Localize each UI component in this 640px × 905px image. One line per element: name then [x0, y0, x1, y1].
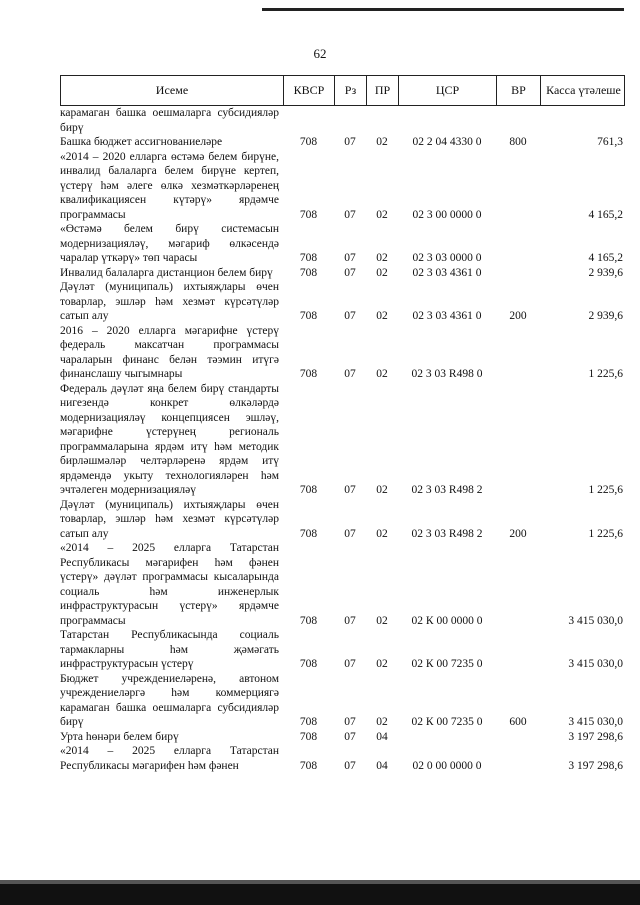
- row-name: «Өстәмә белем бирү системасын модернизацияләү, мәгариф өлкәсендә чаралар үткәрү» төп чарасы: [60, 223, 279, 264]
- row-amount: [540, 106, 625, 135]
- table-body: [60, 106, 625, 773]
- table-row: [60, 222, 625, 266]
- row-amount: 3 415 030,0: [568, 716, 623, 728]
- row-name: Дәүләт (муниципаль) ихтыяҗлары өчен товарлар, эшләр һәм хезмәт күрсәтүләр сатып алу: [60, 498, 279, 540]
- row-pr: [366, 106, 398, 135]
- row-vr: [496, 382, 540, 498]
- row-vr: 200: [509, 527, 527, 540]
- row-kvsr: 708: [299, 658, 318, 670]
- row-vr: [496, 150, 540, 223]
- budget-table: [60, 75, 625, 773]
- row-kvsr: 708: [299, 310, 318, 322]
- row-kvsr: 708: [299, 368, 318, 380]
- row-kvsr: 708: [299, 136, 318, 148]
- table-row: [60, 135, 625, 150]
- table-row: [60, 150, 625, 223]
- row-rz: [334, 106, 366, 135]
- row-csr: 02 2 04 4330 0: [412, 136, 482, 148]
- row-pr: 02: [376, 252, 388, 264]
- row-pr: 02: [376, 310, 388, 322]
- row-pr: 04: [376, 730, 388, 743]
- row-pr: 02: [376, 208, 388, 221]
- scan-bottom-bar: [0, 884, 640, 905]
- row-csr: 02 3 03 R498 2: [411, 484, 483, 496]
- row-vr: [496, 222, 540, 266]
- row-pr: 02: [376, 527, 388, 540]
- row-name: Урта һөнәри белем бирү: [60, 730, 179, 743]
- row-amount: 2 939,6: [588, 310, 623, 322]
- row-pr: 04: [376, 759, 388, 772]
- row-vr: 600: [509, 716, 527, 728]
- row-amount: 3 415 030,0: [568, 658, 623, 670]
- row-kvsr: 708: [299, 484, 318, 496]
- row-rz: 07: [344, 614, 356, 627]
- header-rz: Рз: [335, 76, 367, 105]
- row-kvsr: 708: [299, 759, 318, 772]
- row-csr: 02 3 03 4361 0: [412, 266, 482, 279]
- row-csr: 02 К 00 7235 0: [411, 716, 483, 728]
- row-csr: [398, 106, 496, 135]
- table-row: [60, 744, 625, 773]
- row-vr: 800: [509, 136, 527, 148]
- row-vr: [496, 324, 540, 382]
- row-rz: 07: [344, 208, 356, 221]
- row-name: 2016 – 2020 елларга мәгарифне үстерү федераль максатчан программасы чараларын финанс белән тәэмин итүгә финанслашу чыгымнары: [60, 324, 279, 380]
- row-name: Дәүләт (муниципаль) ихтыяҗлары өчен товарлар, эшләр һәм хезмәт күрсәтүләр сатып алу: [60, 281, 279, 322]
- row-pr: 02: [376, 266, 388, 279]
- top-scan-line: [262, 8, 624, 11]
- row-csr: 02 3 03 0000 0: [412, 252, 482, 264]
- table-row: [60, 628, 625, 672]
- row-kvsr: 708: [299, 614, 318, 627]
- row-csr: [398, 730, 496, 745]
- row-csr: 02 К 00 7235 0: [411, 658, 483, 670]
- header-cash: Касса үтәлеше: [546, 83, 621, 97]
- header-kvsr: КВСР: [284, 76, 335, 105]
- row-amount: 3 415 030,0: [568, 614, 623, 627]
- row-csr: 02 0 00 0000 0: [412, 759, 482, 772]
- header-name: Исеме: [61, 76, 284, 105]
- row-name: карамаган башка оешмаларга субсидияләр бирү: [60, 107, 279, 134]
- row-rz: 07: [344, 266, 356, 279]
- table-row: [60, 730, 625, 745]
- row-rz: 07: [344, 658, 356, 670]
- row-csr: 02 К 00 0000 0: [411, 614, 483, 627]
- row-name: «2014 – 2025 елларга Татарстан Республикасы мәгарифен һәм фәнен: [60, 745, 279, 772]
- row-vr: 200: [509, 310, 527, 322]
- row-amount: 1 225,6: [588, 527, 623, 540]
- row-rz: 07: [344, 716, 356, 728]
- row-kvsr: 708: [299, 716, 318, 728]
- table-row: [60, 280, 625, 324]
- row-name: «2014 – 2020 елларга өстәмә белем бирүне, инвалид балаларга белем бирүне кертеп, үстерү һәм әлеге өлкә хезмәткәрләренең квалификациясен күтәрү» ярдәмче программасы: [60, 150, 279, 221]
- row-vr: [496, 106, 540, 135]
- row-csr: 02 3 03 R498 0: [411, 368, 483, 380]
- row-amount: 1 225,6: [588, 484, 623, 496]
- row-csr: 02 3 03 4361 0: [412, 310, 482, 322]
- row-amount: 4 165,2: [588, 208, 623, 221]
- row-kvsr: 708: [299, 730, 318, 743]
- table-row: [60, 266, 625, 281]
- row-vr: [496, 541, 540, 628]
- row-kvsr: 708: [299, 527, 318, 540]
- row-amount: 1 225,6: [588, 368, 623, 380]
- table-header: [60, 75, 625, 106]
- row-amount: 2 939,6: [588, 266, 623, 279]
- row-amount: 3 197 298,6: [568, 730, 623, 743]
- row-pr: 02: [376, 658, 388, 670]
- row-amount: 3 197 298,6: [568, 759, 623, 772]
- row-rz: 07: [344, 484, 356, 496]
- row-pr: 02: [376, 484, 388, 496]
- page-number: 62: [313, 46, 327, 61]
- row-vr: [496, 730, 540, 745]
- row-vr: [496, 744, 540, 773]
- row-name: Инвалид балаларга дистанцион белем бирү: [60, 266, 273, 279]
- row-name: Татарстан Республикасында социаль тармакларны һәм җәмәгать инфраструктурасын үстерү: [60, 629, 279, 670]
- table-row: [60, 498, 625, 542]
- row-csr: 02 3 00 0000 0: [412, 208, 482, 221]
- table-row: [60, 324, 625, 382]
- table-row: [60, 106, 625, 135]
- row-pr: 02: [376, 614, 388, 627]
- row-rz: 07: [344, 136, 356, 148]
- row-rz: 07: [344, 310, 356, 322]
- row-rz: 07: [344, 527, 356, 540]
- row-rz: 07: [344, 252, 356, 264]
- row-pr: 02: [376, 716, 388, 728]
- row-rz: 07: [344, 368, 356, 380]
- row-vr: [496, 628, 540, 672]
- row-pr: 02: [376, 136, 388, 148]
- row-rz: 07: [344, 759, 356, 772]
- row-name: Башка бюджет ассигнованиеләре: [60, 136, 223, 148]
- row-name: Бюджет учреждениеләренә, автоном учреждениеләргә һәм коммерциягә карамаган башка оешмаларга субсидияләр бирү: [60, 672, 279, 728]
- row-rz: 07: [344, 730, 356, 743]
- row-name: Федераль дәүләт яңа белем бирү стандарты нигезендә конкрет өлкәләрдә модернизацияләү концепциясен эшләү, мәгарифне үстерүнең региональ программаларына ярдәм итү һәм методик бирләшмәләр челтәрләренә ярдәм итү ярдәмендә укыту технологияләрен һәм эчтәлеген модернизацияләү: [60, 382, 279, 496]
- row-kvsr: 708: [299, 252, 318, 264]
- row-kvsr: [283, 106, 334, 135]
- row-kvsr: 708: [299, 266, 318, 279]
- table-row: [60, 382, 625, 498]
- table-row: [60, 541, 625, 628]
- row-name: «2014 – 2025 елларга Татарстан Республикасы мәгарифен һәм фәнен үстерү» дәүләт программасы кысаларында социаль һәм инженерлык инфраструктурасын үстерү» ярдәмче программасы: [60, 542, 279, 627]
- row-csr: 02 3 03 R498 2: [411, 527, 483, 540]
- row-kvsr: 708: [299, 208, 318, 221]
- row-amount: 4 165,2: [588, 252, 623, 264]
- header-vr: ВР: [497, 76, 541, 105]
- row-amount: 761,3: [597, 136, 623, 148]
- header-csr: ЦСР: [399, 76, 497, 105]
- row-pr: 02: [376, 368, 388, 380]
- row-vr: [496, 266, 540, 281]
- header-pr: ПР: [367, 76, 399, 105]
- table-row: [60, 672, 625, 730]
